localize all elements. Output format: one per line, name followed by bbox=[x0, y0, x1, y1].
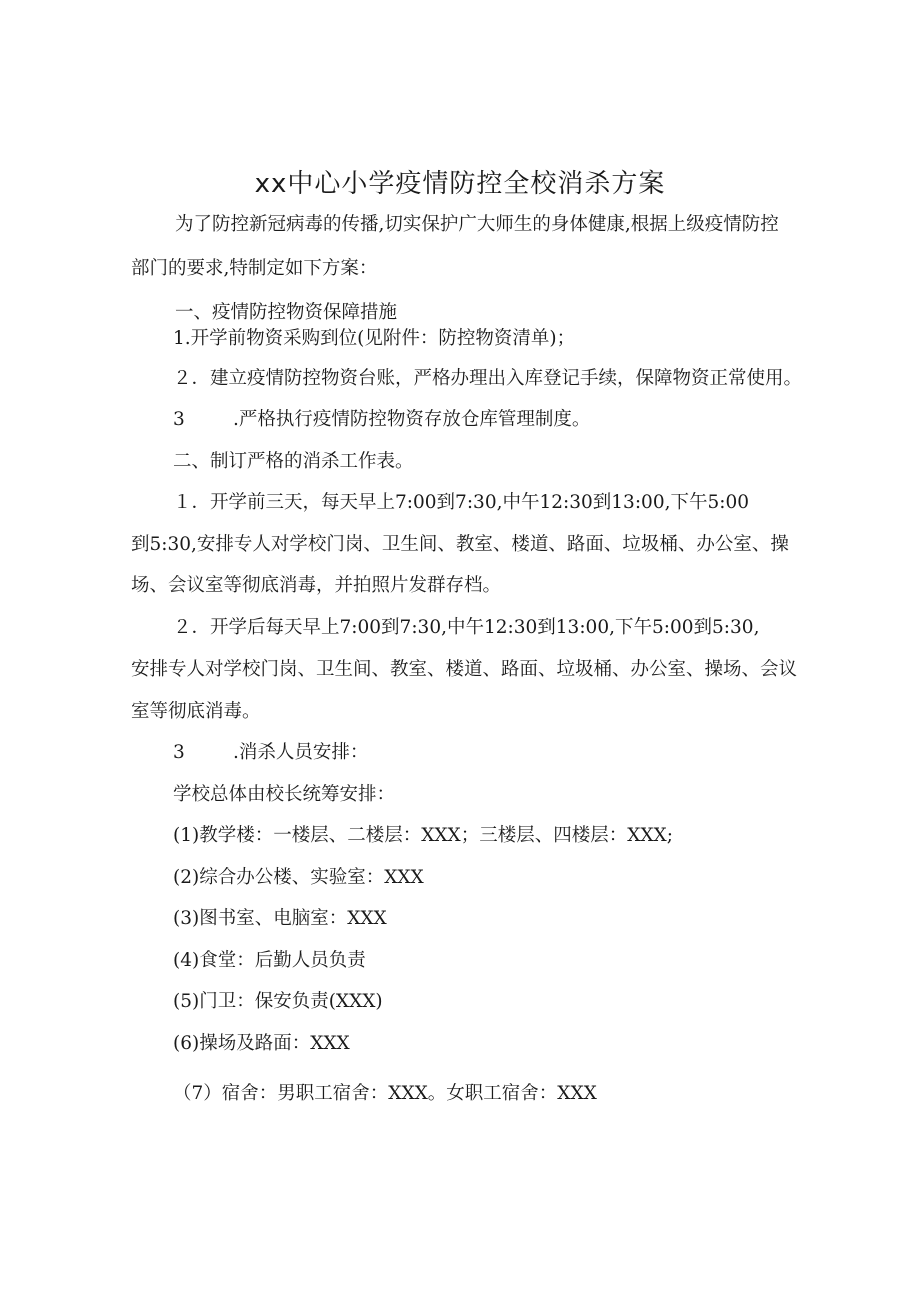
document-title: xx中心小学疫情防控全校消杀方案 bbox=[254, 169, 666, 199]
section-2-heading: 二、制订严格的消杀工作表。 bbox=[173, 451, 414, 472]
staff-item: (5)门卫：保安负责(XXX) bbox=[173, 991, 383, 1012]
section-1-item-1: 1.开学前物资采购到位(见附件：防控物资清单)； bbox=[173, 328, 576, 349]
staff-item: (4)食堂：后勤人员负责 bbox=[173, 950, 366, 971]
item-text: .消杀人员安排： bbox=[233, 742, 369, 763]
section-2-item-3 bbox=[173, 741, 368, 765]
section-1-item-2: ２．建立疫情防控物资台账，严格办理出入库登记手续，保障物资正常使用。 bbox=[173, 368, 803, 389]
intro-line-1: 为了防控新冠病毒的传播,切实保护广大师生的身体健康,根据上级疫情防控 bbox=[175, 214, 779, 235]
staff-item: （7）宿舍：男职工宿舍：XXX。女职工宿舍：XXX bbox=[173, 1083, 597, 1104]
item-number: 3 bbox=[173, 409, 185, 430]
staff-item: (3)图书室、电脑室：XXX bbox=[173, 908, 387, 929]
staff-item: (2)综合办公楼、实验室：XXX bbox=[173, 867, 424, 888]
section-2-item-2-line-1: ２．开学后每天早上7:00到7:30,中午12:30到13:00,下午5:00到5:30, bbox=[173, 617, 760, 638]
staff-intro: 学校总体由校长统筹安排： bbox=[173, 784, 396, 805]
section-1-item-3 bbox=[173, 408, 590, 432]
staff-item: (1)教学楼：一楼层、二楼层：XXX；三楼层、四楼层：XXX; bbox=[173, 825, 673, 846]
section-2-item-2-line-3: 室等彻底消毒。 bbox=[131, 701, 261, 722]
section-2-item-2-line-2: 安排专人对学校门岗、卫生间、教室、楼道、路面、垃圾桶、办公室、操场、会议 bbox=[131, 659, 798, 680]
section-2-item-1-line-3: 场、会议室等彻底消毒，并拍照片发群存档。 bbox=[131, 575, 502, 596]
item-number: 3 bbox=[173, 742, 185, 763]
item-text: .严格执行疫情防控物资存放仓库管理制度。 bbox=[233, 409, 591, 430]
section-1-heading: 一、疫情防控物资保障措施 bbox=[175, 302, 398, 323]
intro-line-2: 部门的要求,特制定如下方案： bbox=[131, 258, 378, 279]
section-2-item-1-line-2: 到5:30,安排专人对学校门岗、卫生间、教室、楼道、路面、垃圾桶、办公室、操 bbox=[131, 534, 789, 555]
staff-item: (6)操场及路面：XXX bbox=[173, 1033, 350, 1054]
section-2-item-1-line-1: １．开学前三天，每天早上7:00到7:30,中午12:30到13:00,下午5:00 bbox=[173, 492, 750, 513]
